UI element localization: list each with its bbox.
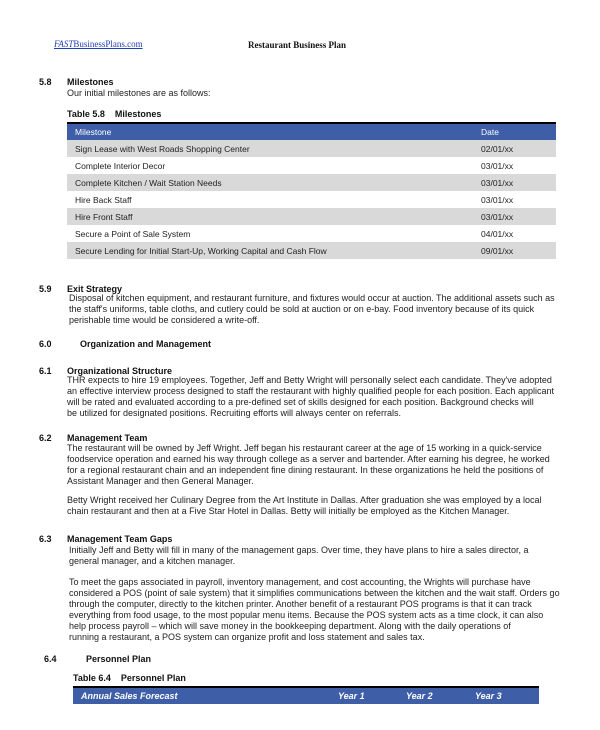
table-row: [67, 140, 556, 157]
table-row: [67, 157, 556, 174]
website-link-rest: BusinessPlans.com: [73, 39, 143, 49]
section-5-8-title: Milestones: [67, 77, 114, 87]
milestones-table-header: [67, 123, 556, 140]
text-line: through the computer, directly to the kitchen printer. Another benefit of a restaurant POS programs is that it can track: [69, 599, 532, 609]
date-cell: 04/01/xx: [481, 228, 514, 239]
section-6-1-title: Organizational Structure: [67, 366, 173, 376]
milestone-cell: Complete Interior Decor: [75, 160, 166, 171]
website-link[interactable]: [54, 39, 143, 49]
table-row: [67, 208, 556, 225]
date-cell: 03/01/xx: [481, 160, 514, 171]
section-6-3-paragraph-2: [69, 577, 561, 643]
section-6-1-body: [67, 375, 561, 419]
text-line: be utilized for designated positions. Recruiting efforts will always center on referrals.: [67, 408, 401, 418]
text-line: perishable time would be considered a write-off.: [69, 315, 260, 325]
text-line: help process payroll – which will save money in the bookkeeping department. Along with the daily operations of: [69, 621, 511, 631]
column-header-date: Date: [473, 123, 556, 140]
section-6-3-number: 6.3: [39, 534, 52, 544]
text-line: the staff's uniforms, table cloths, and cutlery could be sold at auction or on e-bay. Food inventory because of its quick: [69, 304, 535, 314]
personnel-plan-table-header: [73, 686, 539, 704]
text-line: everything from food usage, to the most popular menu items. Because the POS system acts as a time clock, it can also: [69, 610, 544, 620]
text-line: To meet the gaps associated in payroll, inventory management, and cost accounting, the Wrights will purchase have: [69, 577, 531, 587]
section-5-8-intro: Our initial milestones are as follows:: [67, 88, 211, 98]
table-row: [67, 174, 556, 191]
section-6-2-paragraph-2: [67, 495, 561, 517]
text-line: Disposal of kitchen equipment, and restaurant furniture, and fixtures would occur at auction. The additional assets such as: [69, 293, 555, 303]
section-6-3-title: Management Team Gaps: [67, 534, 173, 544]
table-5-8-label: [67, 109, 161, 119]
website-link-italic: FAST: [54, 39, 74, 49]
text-line: Betty Wright received her Culinary Degree from the Art Institute in Dallas. After graduation she was employed by a local: [67, 495, 542, 505]
column-header-year-2: Year 2: [406, 691, 433, 701]
date-cell: 03/01/xx: [473, 208, 556, 225]
text-line: THR expects to hire 19 employees. Together, Jeff and Betty Wright will personally select each candidate. They've adopted: [67, 375, 552, 385]
section-6-2-paragraph-1: [67, 443, 561, 487]
milestones-table: [67, 122, 556, 259]
column-header-year-3: Year 3: [475, 691, 502, 701]
column-header-year-1: Year 1: [338, 691, 365, 701]
section-6-2-number: 6.2: [39, 433, 52, 443]
section-6-2-title: Management Team: [67, 433, 148, 443]
section-5-9-number: 5.9: [39, 284, 52, 294]
date-cell: 03/01/xx: [473, 174, 556, 191]
milestone-cell: Secure Lending for Initial Start-Up, Working Capital and Cash Flow: [67, 242, 473, 259]
section-5-8-number: 5.8: [39, 77, 52, 87]
section-6-3-paragraph-1: [69, 545, 561, 567]
section-6-4-title: Personnel Plan: [86, 654, 152, 664]
table-row: [67, 191, 556, 208]
date-cell: 03/01/xx: [481, 194, 514, 205]
column-header-annual-sales-forecast: Annual Sales Forecast: [81, 691, 178, 701]
section-6-1-number: 6.1: [39, 366, 52, 376]
date-cell: 02/01/xx: [473, 140, 556, 157]
section-6-0-title: Organization and Management: [80, 339, 212, 349]
milestone-cell: Hire Back Staff: [75, 194, 132, 205]
date-cell: 09/01/xx: [473, 242, 556, 259]
table-5-8-number: Table 5.8: [67, 109, 105, 119]
text-line: general manager, and a kitchen manager.: [69, 556, 236, 566]
text-line: chain restaurant and then at a Five Star Hotel in Dallas. Betty will initially be employed as the Kitchen Manager.: [67, 506, 510, 516]
table-6-4-number: Table 6.4: [73, 673, 111, 683]
milestone-cell: Sign Lease with West Roads Shopping Center: [67, 140, 473, 157]
text-line: considered a POS (point of sale system) that it simplifies communications between the kitchen and the wait staff. Orders go: [69, 588, 560, 598]
section-6-4-number: 6.4: [44, 654, 57, 664]
milestone-cell: Complete Kitchen / Wait Station Needs: [67, 174, 473, 191]
text-line: for a regional restaurant chain and an independent fine dining restaurant. In these organizations he held the positions of: [67, 465, 544, 475]
text-line: Initially Jeff and Betty will fill in many of the management gaps. Over time, they have plans to hire a sales director, a: [69, 545, 529, 555]
section-6-0-number: 6.0: [39, 339, 52, 349]
section-5-9-body: [69, 293, 561, 326]
text-line: foodservice operation and earned his way through college as a server and bartender. After earning his degree, he worked: [67, 454, 550, 464]
section-5-9-title: Exit Strategy: [67, 284, 123, 294]
table-6-4-label: [73, 673, 186, 683]
text-line: an effective interview process designed to staff the restaurant with highly qualified people for each position. Each applicant: [67, 386, 554, 396]
document-title: Restaurant Business Plan: [248, 40, 347, 50]
text-line: Assistant Manager and then General Manager.: [67, 476, 254, 486]
table-row: [67, 242, 556, 259]
text-line: will be rated and evaluated according to a pre-defined set of skills designed for each position. Background checks will: [67, 397, 534, 407]
column-header-milestone: Milestone: [67, 123, 473, 140]
table-row: [67, 225, 556, 242]
text-line: The restaurant will be owned by Jeff Wright. Jeff began his restaurant career at the age of 15 working in a quick-service: [67, 443, 542, 453]
milestone-cell: Hire Front Staff: [67, 208, 473, 225]
text-line: running a restaurant, a POS system can organize profit and loss statement and sales tax.: [69, 632, 425, 642]
table-5-8-title: Milestones: [114, 109, 162, 119]
table-6-4-title: Personnel Plan: [120, 673, 186, 683]
milestone-cell: Secure a Point of Sale System: [75, 228, 191, 239]
